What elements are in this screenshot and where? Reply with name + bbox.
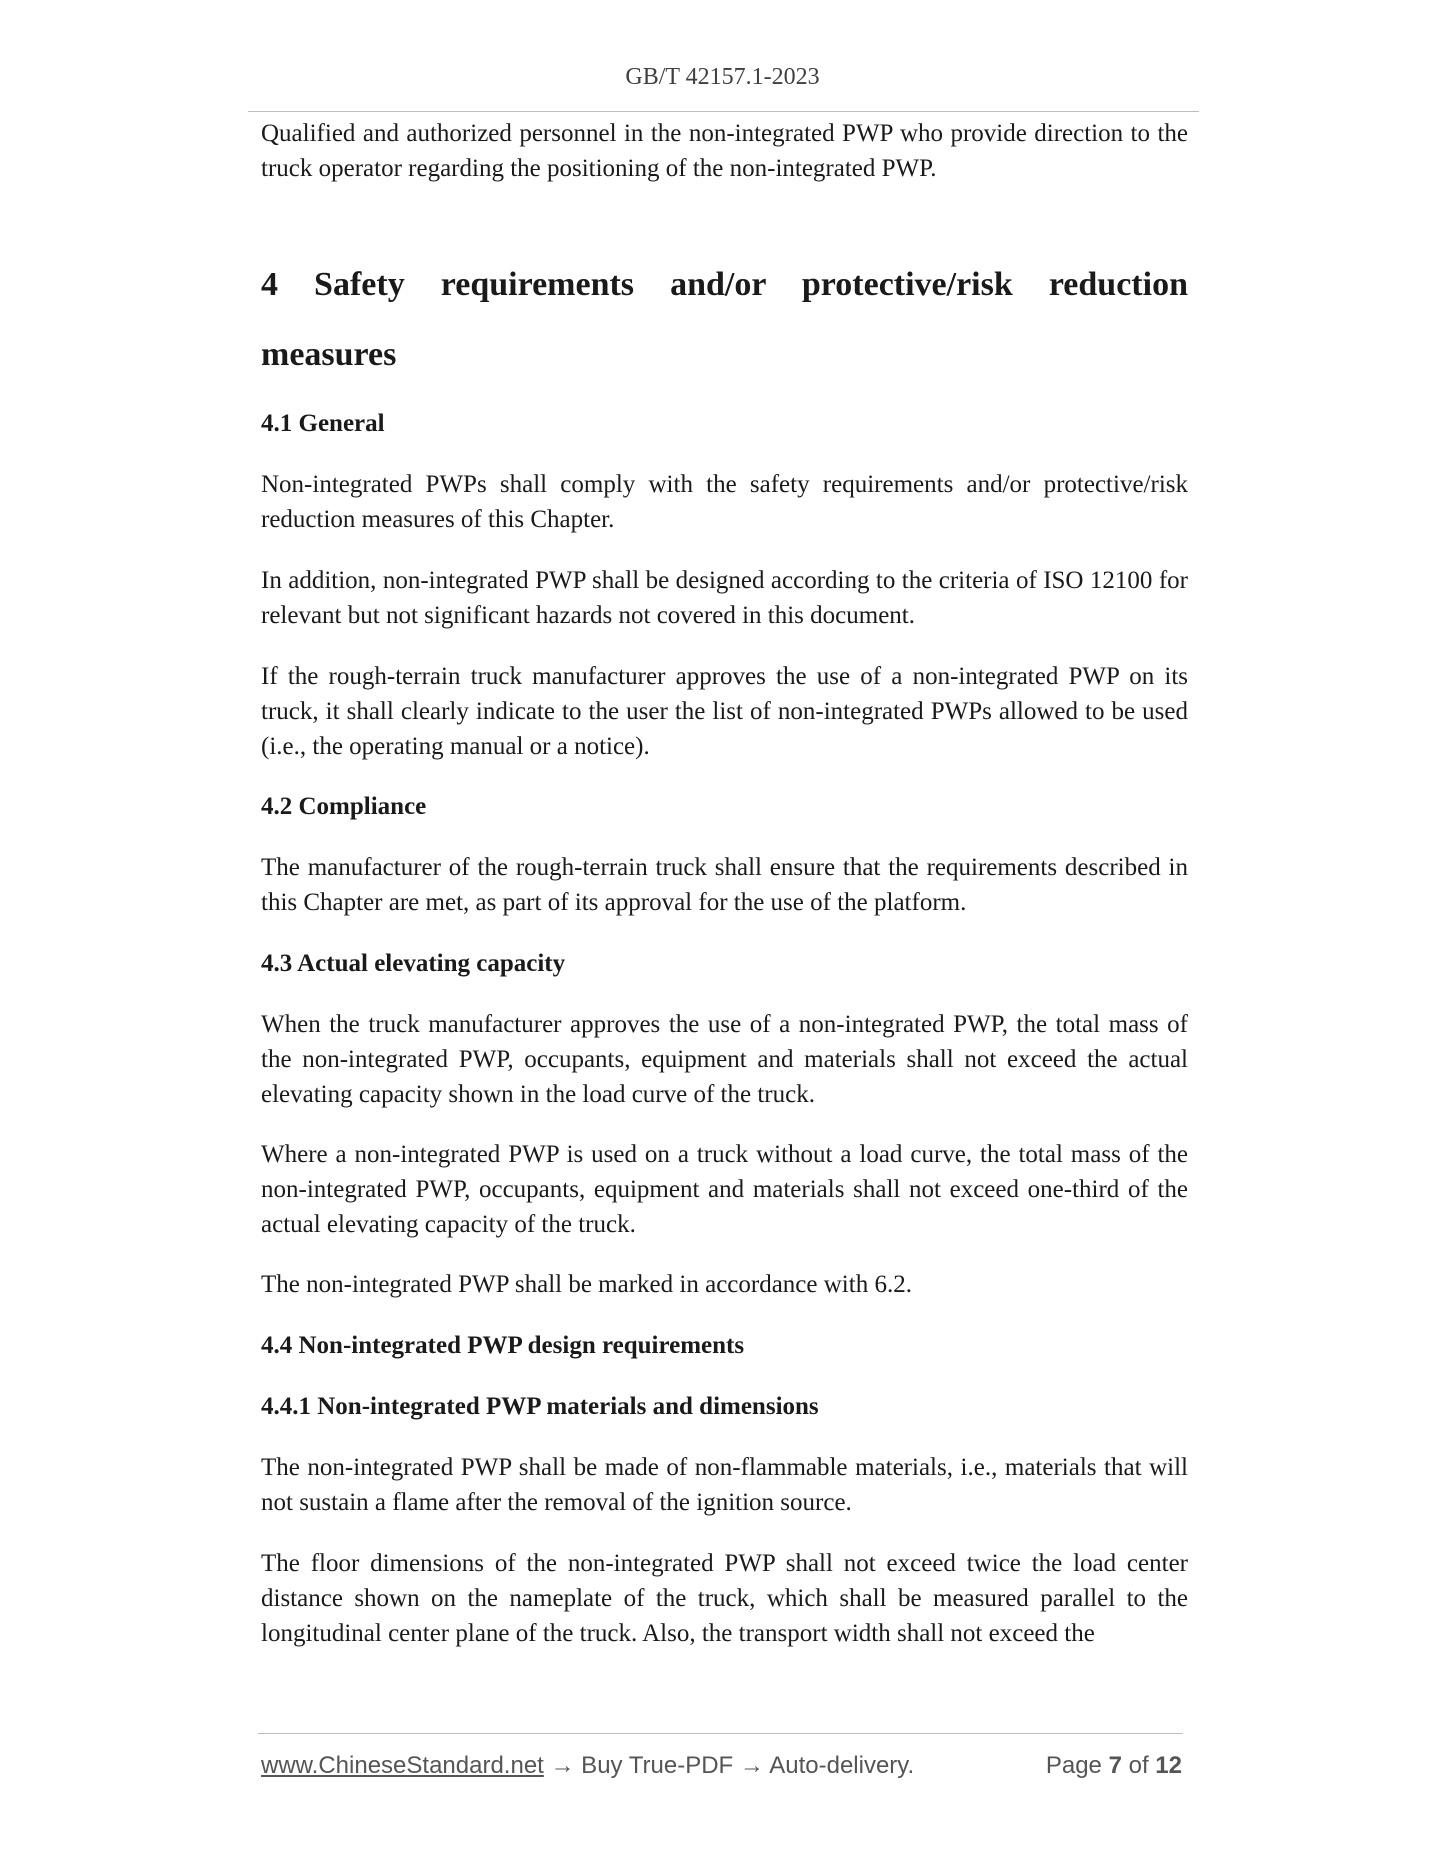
- page-label: Page: [1045, 1752, 1102, 1779]
- intro-paragraph: Qualified and authorized personnel in the non-integrated PWP who provide direction to the truck operator regarding the positioning of the non-integrated PWP.: [261, 120, 1188, 182]
- site-link[interactable]: www.ChineseStandard.net: [261, 1752, 544, 1779]
- section-4-1-heading: 4.1 General: [261, 410, 385, 437]
- section-4-4-heading: 4.4 Non-integrated PWP design requirements: [261, 1332, 745, 1359]
- section-4-4-1-heading: 4.4.1 Non-integrated PWP materials and dimensions: [261, 1393, 819, 1420]
- page-indicator: [1046, 1752, 1182, 1780]
- section-4-3-paragraph-1: When the truck manufacturer approves the use of a non-integrated PWP, the total mass of the non-integrated PWP, occupants, equipment and materials shall not exceed the actual elevating capacity shown in the load curve of the truck.: [261, 1011, 1188, 1108]
- section-4-4-1-paragraph-1: The non-integrated PWP shall be made of non-flammable materials, i.e., materials that will not sustain a flame after the removal of the ignition source.: [261, 1454, 1188, 1516]
- page-total: 12: [1155, 1752, 1182, 1779]
- page-current: 7: [1108, 1752, 1122, 1779]
- section-4-1-paragraph-2: In addition, non-integrated PWP shall be designed according to the criteria of ISO 12100 for relevant but not significant hazards not covered in this document.: [261, 567, 1188, 629]
- page-header-doc-id: GB/T 42157.1-2023: [625, 64, 820, 90]
- header-divider: [248, 111, 1199, 112]
- footer-divider: [258, 1733, 1183, 1734]
- section-4-4-1-paragraph-2: The floor dimensions of the non-integrated PWP shall not exceed twice the load center distance shown on the nameplate of the truck, which shall be measured parallel to the longitudinal center plane of the truck. Also, the transport width shall not exceed the: [261, 1550, 1188, 1647]
- section-4-3-heading: 4.3 Actual elevating capacity: [261, 950, 566, 977]
- section-4-1-paragraph-3: If the rough-terrain truck manufacturer approves the use of a non-integrated PWP on its truck, it shall clearly indicate to the user the list of non-integrated PWPs allowed to be used (i.e., the operating manual or a notice).: [261, 663, 1188, 760]
- section-4-1-paragraph-1: Non-integrated PWPs shall comply with the safety requirements and/or protective/risk reduction measures of this Chapter.: [261, 471, 1188, 533]
- section-4-heading: 4 Safety requirements and/or protective/risk reduction measures: [261, 266, 1188, 373]
- footer-tagline: → Buy True-PDF → Auto-delivery.: [543, 1752, 915, 1779]
- section-4-3-paragraph-3: The non-integrated PWP shall be marked in accordance with 6.2.: [261, 1271, 912, 1298]
- section-4-2-paragraph-1: The manufacturer of the rough-terrain truck shall ensure that the requirements described in this Chapter are met, as part of its approval for the use of the platform.: [261, 854, 1188, 916]
- page-footer: [261, 1752, 1182, 1780]
- section-4-3-paragraph-2: Where a non-integrated PWP is used on a truck without a load curve, the total mass of the non-integrated PWP, occupants, equipment and materials shall not exceed one-third of the actual elevating capacity of the truck.: [261, 1141, 1188, 1238]
- page-of-label: of: [1128, 1752, 1149, 1779]
- section-4-2-heading: 4.2 Compliance: [261, 793, 427, 820]
